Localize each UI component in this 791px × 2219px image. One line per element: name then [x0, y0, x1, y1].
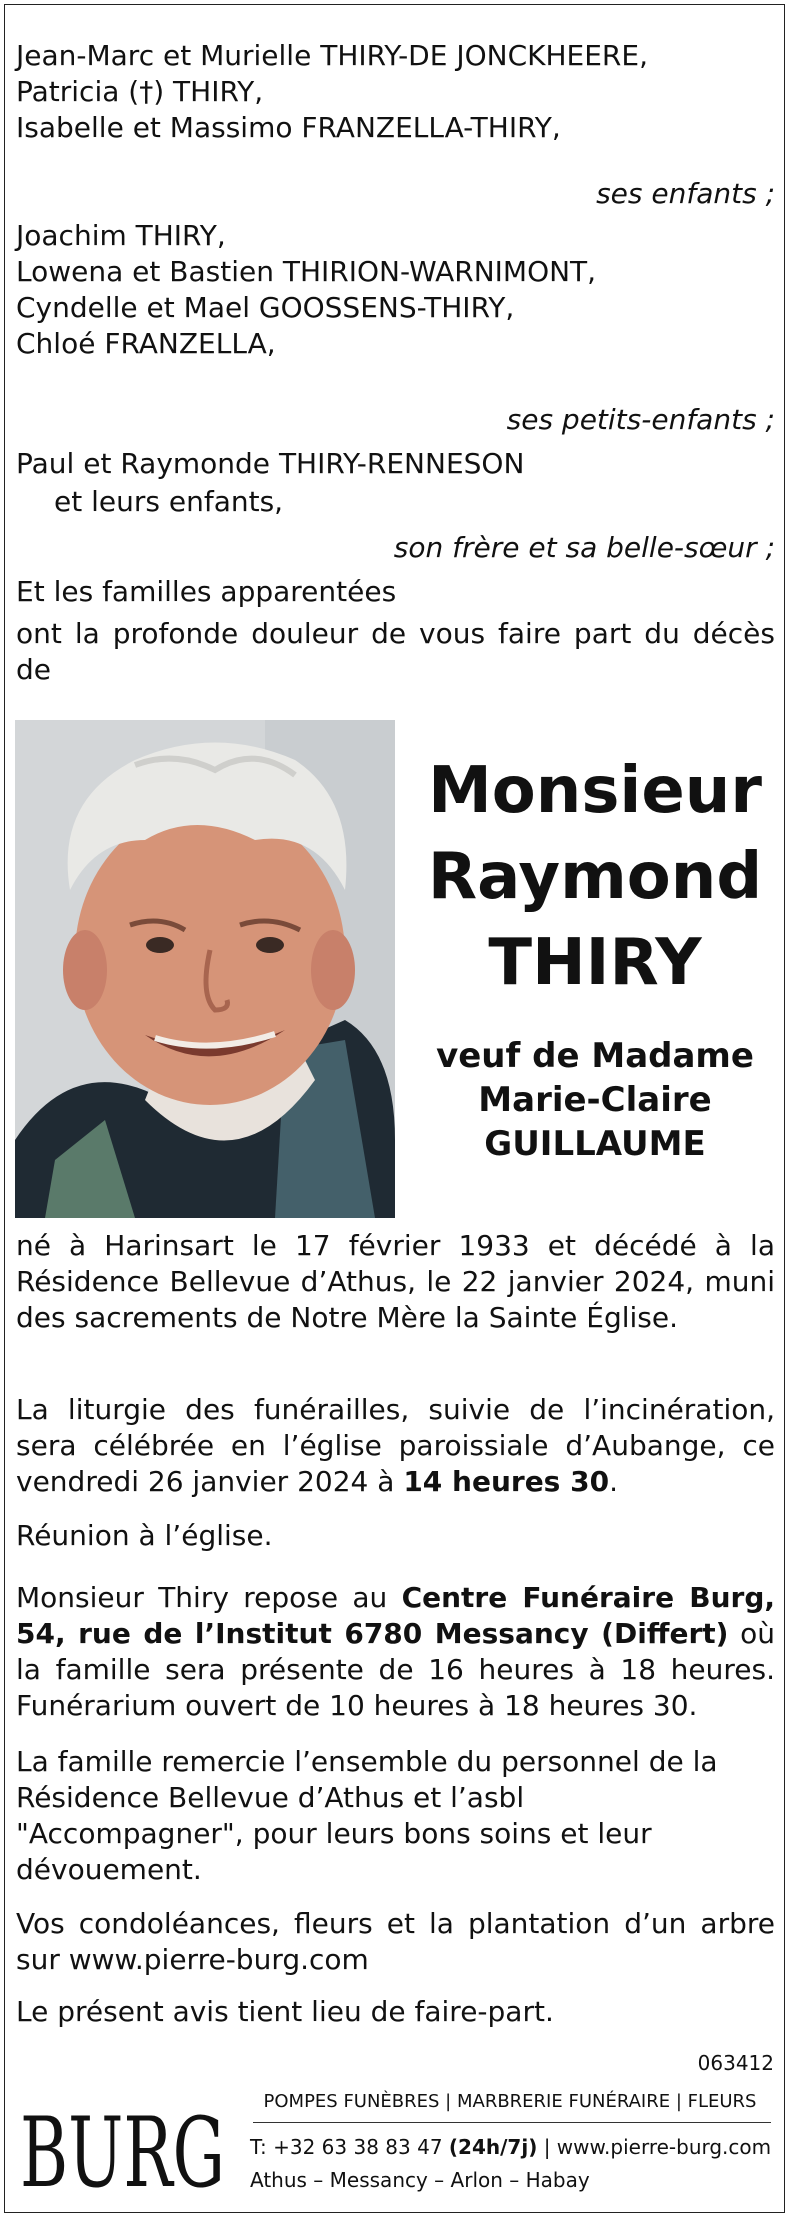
- services-line: POMPES FUNÈBRES | MARBRERIE FUNÉRAIRE | FLEURS: [263, 2091, 757, 2112]
- liturgy-time: 14 heures 30: [403, 1465, 610, 1498]
- sibling-children-line: et leurs enfants,: [54, 485, 284, 518]
- phone-number: T: +32 63 38 83 47: [250, 2135, 449, 2159]
- burg-logo: [20, 2082, 230, 2198]
- reference-number: 063412: [697, 2051, 774, 2075]
- locations-line: Athus – Messancy – Arlon – Habay: [250, 2168, 590, 2192]
- children-role: ses enfants ;: [596, 177, 775, 210]
- meeting-text: Réunion à l’église.: [16, 1519, 273, 1552]
- contact-line: [250, 2135, 771, 2159]
- grandchildren-role: ses petits-enfants ;: [506, 403, 775, 436]
- burg-logo-text: BURG: [20, 2097, 225, 2198]
- portrait-photo: [15, 720, 395, 1218]
- family-line: Lowena et Bastien THIRION-WARNIMONT,: [16, 255, 597, 288]
- family-line: Joachim THIRY,: [16, 219, 226, 252]
- family-line: Patricia (†) THIRY,: [16, 75, 264, 108]
- resting-text: Monsieur Thiry repose au Centre Funéraire Burg, 54, rue de l’Institut 6780 Messancy (Differt) où la famille sera présente de 16 heures à 18 heures. Funérarium ouvert de 10 heures à 18 heures 30.: [16, 1581, 775, 1722]
- phone-hours: (24h/7j): [448, 2135, 538, 2159]
- condolences-text: Vos condoléances, fleurs et la plantation d’un arbre sur www.pierre-burg.com: [16, 1907, 775, 1976]
- grandchildren-list: [16, 218, 775, 362]
- thanks-text: La famille remercie l’ensemble du personnel de la Résidence Bellevue d’Athus et l’asbl "Accompagner", pour leurs bons soins et leur dévouement.: [16, 1745, 718, 1886]
- notice-text: Le présent avis tient lieu de faire-part.: [16, 1995, 554, 2028]
- deceased-name: Monsieur Raymond THIRY: [427, 754, 763, 1000]
- funeral-center-address: Centre Funéraire Burg, 54, rue de l’Institut 6780 Messancy (Differt): [16, 1581, 775, 1650]
- relatives-line: Et les familles apparentées: [16, 575, 397, 608]
- family-line: Isabelle et Massimo FRANZELLA-THIRY,: [16, 111, 561, 144]
- website-link[interactable]: | www.pierre-burg.com: [537, 2135, 772, 2159]
- footer-divider: [253, 2122, 771, 2123]
- family-line: Cyndelle et Mael GOOSSENS-THIRY,: [16, 291, 515, 324]
- sibling-line: Paul et Raymonde THIRY-RENNESON: [16, 447, 525, 480]
- children-list: [16, 38, 775, 146]
- birth-death-text: né à Harinsart le 17 février 1933 et décédé à la Résidence Bellevue d’Athus, le 22 janvier 2024, muni des sacrements de Notre Mère la Sainte Église.: [16, 1229, 775, 1334]
- family-line: Chloé FRANZELLA,: [16, 327, 276, 360]
- liturgy-text: La liturgie des funérailles, suivie de l’incinération, sera célébrée en l’église paroissiale d’Aubange, ce vendredi 26 janvier 2024 à 14 heures 30.: [16, 1393, 775, 1498]
- announcement-text: ont la profonde douleur de vous faire part du décès de: [16, 617, 775, 686]
- widower-of: veuf de Madame Marie-Claire GUILLAUME: [436, 1036, 754, 1164]
- sibling-role: son frère et sa belle-sœur ;: [393, 531, 775, 564]
- family-line: Jean-Marc et Murielle THIRY-DE JONCKHEERE,: [16, 39, 648, 72]
